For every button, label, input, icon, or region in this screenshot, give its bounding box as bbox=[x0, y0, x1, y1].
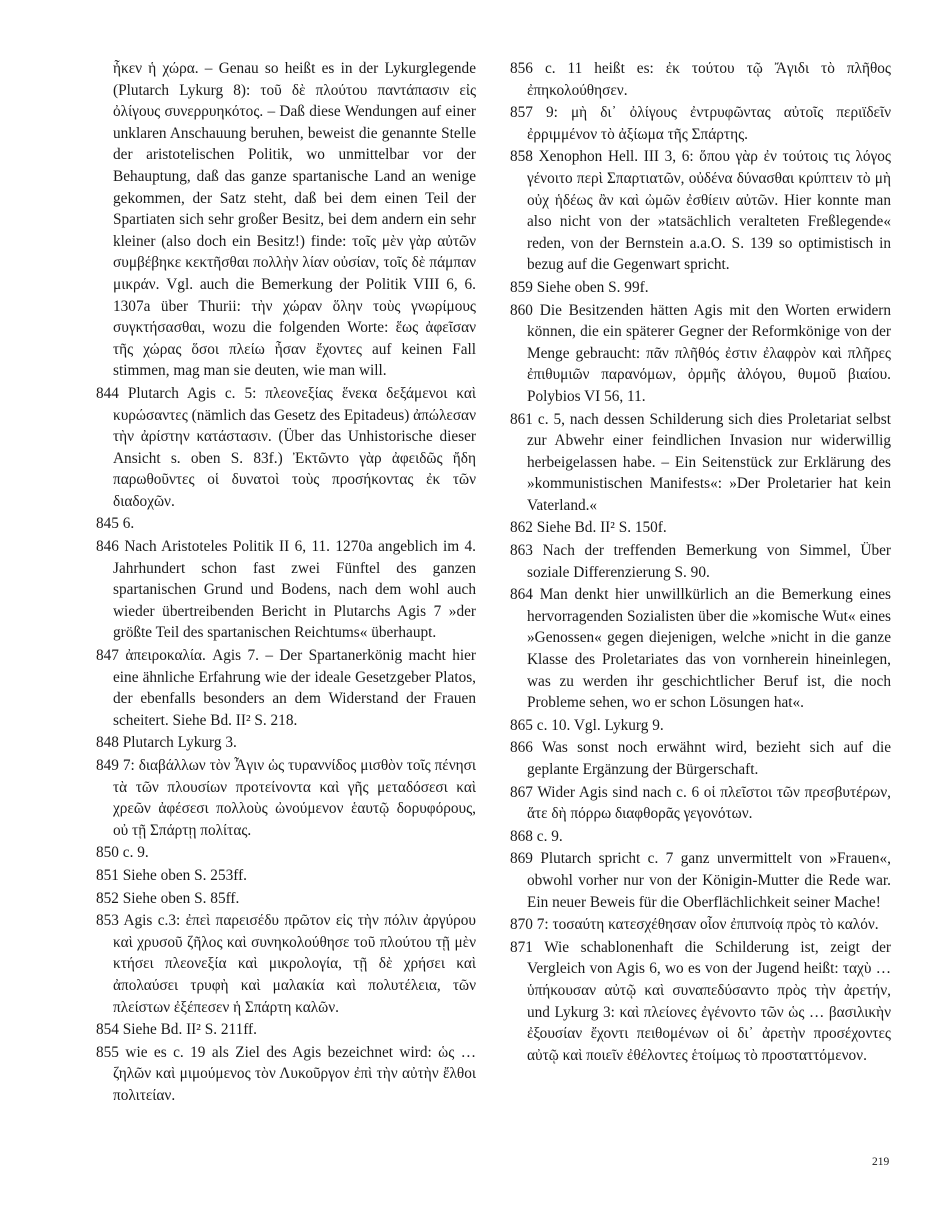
endnote-number: 856 bbox=[510, 60, 533, 77]
endnote-number: 867 bbox=[510, 783, 533, 801]
endnote-858 bbox=[510, 146, 891, 276]
endnote-number: 861 bbox=[510, 410, 533, 428]
endnote-text: Man denkt hier unwillkürlich an die Bemerkung eines hervorragenden Sozialisten über die »komische Wut« eines »Genossen« gegen diejenigen, welche »nicht in die ganze Klasse des Proletariates das von vornherein hineinlegen, was zu werden ihr geschichtlicher Beruf ist, die noch Probleme sehen, wo er schon Lösungen hat«. bbox=[527, 586, 891, 712]
endnote-text: Plutarch Lykurg 3. bbox=[122, 734, 237, 752]
endnote-text: ἀπειροκαλία. Agis 7. – Der Spartanerkönig macht hier eine ähnliche Erfahrung wie der ideale Gesetzgeber Platos, der ebenfalls besonders an dem Widerstand der Frauen scheitert. Siehe Bd. II² S. 218. bbox=[113, 647, 476, 729]
endnote-text: c. 9. bbox=[536, 827, 563, 845]
endnote-text: 9: μὴ δι᾿ ὀλίγους ἐντρυφῶντας αὐτοῖς περιϊδεῖν ἐρριμμένον τὸ ἀξίωμα τῆς Σπάρτης. bbox=[527, 104, 892, 143]
endnote-number: 855 bbox=[96, 1043, 119, 1061]
endnote-text: Siehe oben S. 253ff. bbox=[122, 866, 247, 884]
endnote-number: 860 bbox=[510, 301, 533, 319]
endnote-text: 7: τοσαύτη κατεσχέθησαν οἷον ἐπιπνοίᾳ πρὸς τὸ καλόν. bbox=[536, 916, 879, 934]
endnote-number: 848 bbox=[96, 734, 119, 752]
endnote-number: 851 bbox=[96, 866, 119, 884]
endnote-number: 850 bbox=[96, 844, 119, 862]
endnote-text: Wie schablonenhaft die Schilderung ist, zeigt der Vergleich von Agis 6, wo es von der Jugend heißt: ταχὺ … ὑπήκουσαν αὐτῷ καὶ συναπεδύσαντο πρὸς τὴν ἀρετήν, und Lykurg 3: καὶ πλείονες ἐγένοντο τῶν ὡς … βασιλικὴν ἐξουσίαν ἔχοντι πειθομένων οἱ δι᾿ ἀρετὴν προσέχοντες αὐτῷ καὶ ποιεῖν ἐθέλοντες ἑτοίμως τὸ προσταττόμενον. bbox=[527, 938, 891, 1064]
endnote-863 bbox=[510, 540, 891, 583]
endnote-number: 870 bbox=[510, 916, 533, 934]
endnote-text: Xenophon Hell. III 3, 6: ὅπου γὰρ ἐν τούτοις τις λόγος γένοιτο περὶ Σπαρτιατῶν, οὐδένα δύνασθαι κρύπτειν τὸ μὴ οὐχ ἡδέως ἂν καὶ ὠμῶν ἐσθίειν αὐτῶν. Hier konnte man also nicht von der »tatsächlich veralteten Freßlegende« reden, von der Bernstein a.a.O. S. 139 so optimistisch in bezug auf die Gegenwart spricht. bbox=[527, 148, 891, 274]
endnote-text: c. 10. Vgl. Lykurg 9. bbox=[536, 716, 664, 734]
endnote-text: Nach Aristoteles Politik II 6, 11. 1270a angeblich im 4. Jahrhundert schon fast zwei Fünftel des ganzen spartanischen Grund und Bodens, nach dem wohl auch wieder übertreibenden Bericht in Plutarchs Agis 7 »der größte Teil des spartanischen Reichtums« überhaupt. bbox=[113, 538, 476, 642]
note-843-continuation: ἧκεν ἡ χώρα. – Genau so heißt es in der Lykurglegende (Plutarch Lykurg 8): τοῦ δὲ πλούτου παντάπασιν εἰς ὀλίγους συνερρυηκότος. – Daß diese Wendungen auf einer unklaren Anschauung beruhen, beweist die genannte Stelle der aristotelischen Politik, wo unmittelbar vor der Behauptung, daß das ganze spartanische Land an wenige gekommen, der Satz steht, daß bei dem einen Teil der Spartiaten sich sehr großer Besitz, bei dem andern ein sehr kleiner (also doch ein Besitz!) finde: τοῖς μὲν γὰρ αὐτῶν συμβέβηκε κεκτῆσθαι πολλὴν λίαν οὐσίαν, τοῖς δὲ πάμπαν μικράν. Vgl. auch die Bemerkung der Politik VIII 6, 6. 1307a über Thurii: τὴν χώραν ὅλην τοὺς γνωρίμους συγκτήσασθαι, wozu die folgenden Worte: ἕως ἀφεῖσαν τῆς χώρας ὅσοι πλείω ἦσαν ἔχοντες auf keinen Fall stimmen, mag man sie deuten, wie man will. bbox=[113, 60, 476, 380]
endnote-867 bbox=[510, 782, 891, 825]
endnote-number: 859 bbox=[510, 278, 533, 296]
endnote-text: Agis c.3: ἐπεὶ παρεισέδυ πρῶτον εἰς τὴν πόλιν ἀργύρου καὶ χρυσοῦ ζῆλος καὶ συνηκολούθησε τοῦ πλούτου τῇ μὲν κτήσει πλεονεξία καὶ μικρολογία, τῇ δὲ χρήσει καὶ ἀπολαύσει τρυφὴ καὶ μαλακία καὶ πολυτέλεια, τῶν πλείστων ἐξέπεσεν ἡ Σπάρτη καλῶν. bbox=[113, 912, 476, 1016]
endnote-number: 854 bbox=[96, 1021, 119, 1039]
endnote-848 bbox=[96, 732, 476, 754]
endnote-text: Siehe oben S. 99f. bbox=[536, 278, 649, 296]
endnote-862 bbox=[510, 517, 891, 539]
endnote-857 bbox=[510, 102, 891, 145]
endnote-864 bbox=[510, 584, 891, 714]
endnote-number: 845 bbox=[96, 515, 119, 533]
endnote-870 bbox=[510, 914, 891, 936]
endnote-number: 869 bbox=[510, 850, 533, 868]
endnote-text: Nach der treffenden Bemerkung von Simmel, Über soziale Differenzierung S. 90. bbox=[527, 542, 891, 581]
endnote-number: 866 bbox=[510, 739, 533, 757]
endnote-text: c. 11 heißt es: ἐκ τούτου τῷ Ἄγιδι τὸ πλῆθος ἐπηκολούθησεν. bbox=[527, 60, 891, 99]
endnote-845 bbox=[96, 513, 476, 535]
endnote-871 bbox=[510, 937, 891, 1067]
endnote-text: c. 9. bbox=[122, 844, 149, 862]
endnote-847 bbox=[96, 645, 476, 731]
endnote-856 bbox=[510, 58, 891, 101]
endnote-844 bbox=[96, 383, 476, 513]
endnote-number: 853 bbox=[96, 912, 119, 930]
left-notes-list bbox=[96, 383, 476, 1107]
endnote-849 bbox=[96, 755, 476, 841]
endnote-number: 868 bbox=[510, 827, 533, 845]
endnote-851 bbox=[96, 865, 476, 887]
endnote-text: 6. bbox=[122, 515, 135, 533]
endnote-869 bbox=[510, 848, 891, 913]
endnote-860 bbox=[510, 300, 891, 408]
endnote-number: 844 bbox=[96, 384, 119, 402]
endnote-number: 858 bbox=[510, 148, 533, 166]
endnote-865 bbox=[510, 715, 891, 737]
endnote-text: wie es c. 19 als Ziel des Agis bezeichnet wird: ὡς … ζηλῶν καὶ μιμούμενος τὸν Λυκοῦργον ἐπὶ τὴν αὐτὴν ἔλθοι πολιτείαν. bbox=[113, 1043, 477, 1104]
endnote-text: c. 5, nach dessen Schilderung sich dies Proletariat selbst zur Abwehr einer feindlichen Invasion nur widerwillig herbeigelassen habe. – Ein Seitenstück zur Erklärung des »kommunistischen Manifests«: »Der Proletarier hat kein Vaterland.« bbox=[527, 410, 891, 514]
endnote-number: 852 bbox=[96, 889, 119, 907]
endnote-number: 862 bbox=[510, 519, 533, 537]
endnote-text: Plutarch Agis c. 5: πλεονεξίας ἕνεκα δεξάμενοι καὶ κυρώσαντες (nämlich das Gesetz des Epitadeus) ἀπώλεσαν τὴν ἀρίστην κατάστασιν. (Über das Unhistorische dieser Ansicht s. oben S. 83f.) Ἐκτῶντο γὰρ ἀφειδῶς ἤδη παρωθοῦντες οἱ δυνατοὶ τοὺς προσήκοντας ἐκ τῶν διαδοχῶν. bbox=[113, 384, 476, 510]
right-column bbox=[510, 58, 891, 1067]
endnote-text: Was sonst noch erwähnt wird, bezieht sich auf die geplante Ergänzung der Bürgerschaft. bbox=[527, 739, 891, 778]
endnote-853 bbox=[96, 910, 476, 1018]
endnote-number: 871 bbox=[510, 938, 533, 956]
endnote-number: 864 bbox=[510, 586, 533, 604]
endnote-852 bbox=[96, 888, 476, 910]
endnote-text: Siehe Bd. II² S. 211ff. bbox=[122, 1021, 257, 1039]
endnote-text: Siehe oben S. 85ff. bbox=[122, 889, 240, 907]
endnote-850 bbox=[96, 842, 476, 864]
endnote-number: 865 bbox=[510, 716, 533, 734]
endnote-number: 846 bbox=[96, 538, 119, 556]
endnote-text: 7: διαβάλλων τὸν Ἆγιν ὡς τυραννίδος μισθὸν τοῖς πένησι τὰ τῶν πλουσίων προτείνοντα καὶ γῆς μεταδόσεσι καὶ χρεῶν ἀφέσεσι πολλοὺς ὠνούμενον ἑαυτῷ δορυφόρους, οὐ τῇ Σπάρτῃ πολίτας. bbox=[113, 757, 476, 839]
left-column bbox=[96, 58, 476, 1108]
endnote-868 bbox=[510, 826, 891, 848]
right-notes-list bbox=[510, 58, 891, 1066]
endnote-text: Wider Agis sind nach c. 6 οἱ πλεῖστοι τῶν πρεσβυτέρων, ἅτε δὴ πόρρω διαφθορᾶς γεγονότων. bbox=[527, 783, 891, 823]
endnote-859 bbox=[510, 277, 891, 299]
endnote-number: 847 bbox=[96, 647, 119, 665]
endnote-text: Siehe Bd. II² S. 150f. bbox=[536, 519, 667, 537]
page-number: 219 bbox=[872, 1156, 890, 1168]
endnote-text: Plutarch spricht c. 7 ganz unvermittelt von »Frauen«, obwohl vorher nur von der Königin-Mutter die Rede war. Ein neuer Beweis für die Oberflächlichkeit seiner Mache! bbox=[527, 850, 891, 911]
endnote-number: 857 bbox=[510, 104, 533, 122]
endnote-text: Die Besitzenden hätten Agis mit den Worten erwidern können, die ein späterer Gegner der Reformkönige von der Menge gebraucht: πᾶν πλῆθός ἐστιν ἐλαφρὸν καὶ πλῆρες ἐπιθυμιῶν παρανόμων, ὀρμῆς ἀλόγου, θυμοῦ βιαίου. Polybios VI 56, 11. bbox=[527, 301, 891, 405]
endnote-855 bbox=[96, 1042, 476, 1107]
endnote-846 bbox=[96, 536, 476, 644]
endnote-861 bbox=[510, 409, 891, 517]
endnote-854 bbox=[96, 1019, 476, 1041]
endnote-866 bbox=[510, 737, 891, 780]
endnote-number: 849 bbox=[96, 757, 119, 774]
endnote-number: 863 bbox=[510, 542, 533, 560]
